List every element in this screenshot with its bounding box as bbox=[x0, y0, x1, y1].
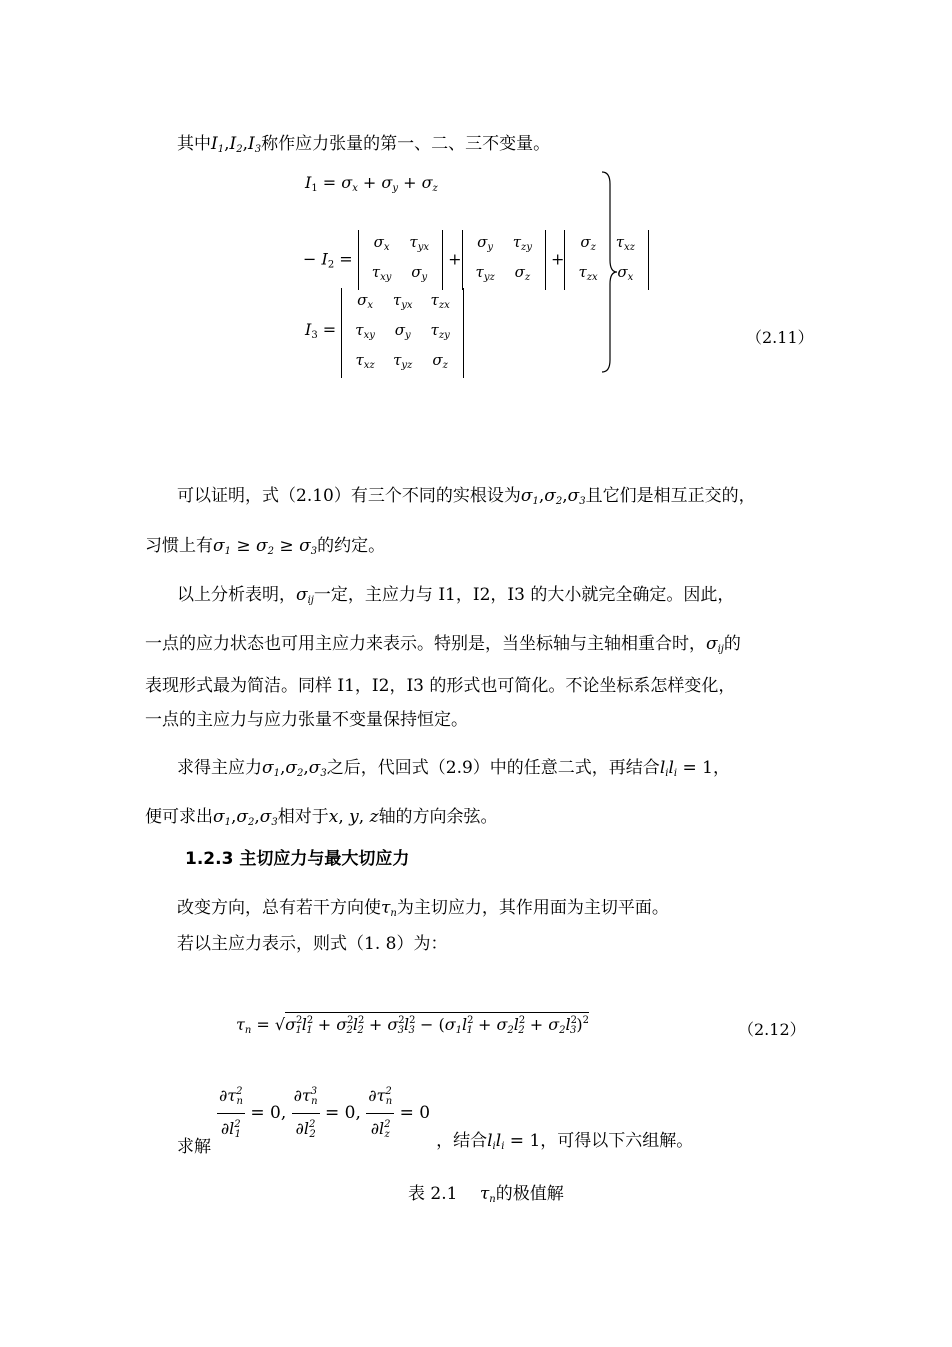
equation-number-2-11: （2.11） bbox=[746, 328, 814, 347]
solve-suffix: ，结合$l_il_i = 1$，可得以下六组解。 bbox=[436, 1131, 694, 1152]
right-brace-icon bbox=[600, 170, 620, 375]
solve-prefix: 求解 bbox=[177, 1137, 211, 1157]
determinant-3x3: $\sigma_x$ $\tau_{yx}$ $\tau_{zx}$ $\tau_{xy}$ $\sigma_y$ $\tau_{zy}$ $\tau_{xz}$ $\tau_{yz}$ $\sigma_z$ bbox=[341, 288, 463, 378]
solve-derivatives-line bbox=[177, 1086, 694, 1158]
equation-number-2-12: （2.12） bbox=[738, 1020, 806, 1039]
para-analysis-line1: 以上分析表明，$\sigma_{ij}$一定，主应力与 I1，I2，I3 的大小就完全确定。因此， bbox=[177, 585, 735, 606]
equation-i3: $I_3$ = $\sigma_x$ $\tau_{yx}$ $\tau_{zx}$ $\tau_{xy}$ $\sigma_y$ $\tau_{zy}$ $\tau_{xz}$ $\tau_{yz}$ $\sigma_z$ bbox=[305, 288, 464, 378]
equation-i1: $I_1 = \sigma_x + \sigma_y + \sigma_z$ bbox=[305, 173, 438, 194]
para-invariants: 其中$I_1,I_2,I_3$称作应力张量的第一、二、三不变量。 bbox=[177, 134, 551, 155]
derivative-equations: $\frac{\partial\tau^2_n}{\partial l^2_1}$ = 0, $\frac{\partial\tau^3_n}{\partial l^2_2}$ = 0, $\frac{\partial\tau^2_n}{\partial l^2_z}$ = 0 bbox=[217, 1081, 430, 1146]
para-solve-line1: 求得主应力$\sigma_1,\sigma_2,\sigma_3$之后，代回式（2.9）中的任意二式，再结合$l_il_i = 1$， bbox=[177, 758, 730, 779]
para-analysis-line4: 一点的主应力与应力张量不变量保持恒定。 bbox=[145, 710, 468, 730]
para-solve-line2: 便可求出$\sigma_1,\sigma_2,\sigma_3$相对于x, y, z轴的方向余弦。 bbox=[145, 807, 498, 828]
para-shear-line1: 改变方向，总有若干方向使$\tau_n$为主切应力，其作用面为主切平面。 bbox=[177, 898, 669, 919]
determinant-yz: $\sigma_y$ $\tau_{zy}$ $\tau_{yz}$ $\sigma_z$ bbox=[462, 230, 546, 290]
section-heading: 1.2.3 主切应力与最大切应力 bbox=[185, 849, 410, 869]
para-shear-line2: 若以主应力表示，则式（1. 8）为： bbox=[177, 934, 448, 954]
determinant-zx: $\sigma_z$ $\tau_{xz}$ $\tau_{zx}$ $\sigma_x$ bbox=[564, 230, 648, 290]
para-analysis-line2: 一点的应力状态也可用主应力来表示。特别是，当坐标轴与主轴相重合时，$\sigma_{ij}$的 bbox=[145, 634, 741, 655]
equation-2-12: $\tau_n = √\sigma^2_1l^2_1 + \sigma^2_2l^2_2 + \sigma^2_3l^2_3 - (\sigma_1l^2_1 + \sigma_2l^2_2 + \sigma_2l^2_3)^2$ bbox=[236, 1010, 589, 1042]
table-caption: 表 2.1 $\tau_n$的极值解 bbox=[408, 1184, 564, 1205]
para-analysis-line3: 表现形式最为简洁。同样 I1，I2，I3 的形式也可简化。不论坐标系怎样变化， bbox=[145, 676, 736, 696]
para-proof-line1: 可以证明，式（2.10）有三个不同的实根设为$\sigma_1,\sigma_2,\sigma_3$且它们是相互正交的， bbox=[177, 486, 756, 507]
para-proof-line2: 习惯上有$\sigma_1 \ge \sigma_2 \ge \sigma_3$的约定。 bbox=[145, 536, 386, 557]
determinant-xy: $\sigma_x$ $\tau_{yx}$ $\tau_{xy}$ $\sigma_y$ bbox=[358, 230, 443, 290]
equation-i2: − $I_2$ = $\sigma_x$ $\tau_{yx}$ $\tau_{xy}$ $\sigma_y$ + $\sigma_y$ $\tau_{zy}$ $\tau_{yz}$ $\sigma_z$ + $\sigma_z$ $\tau_{xz}$ $\tau_{zx}$ $\sigma_x$ bbox=[303, 230, 649, 290]
